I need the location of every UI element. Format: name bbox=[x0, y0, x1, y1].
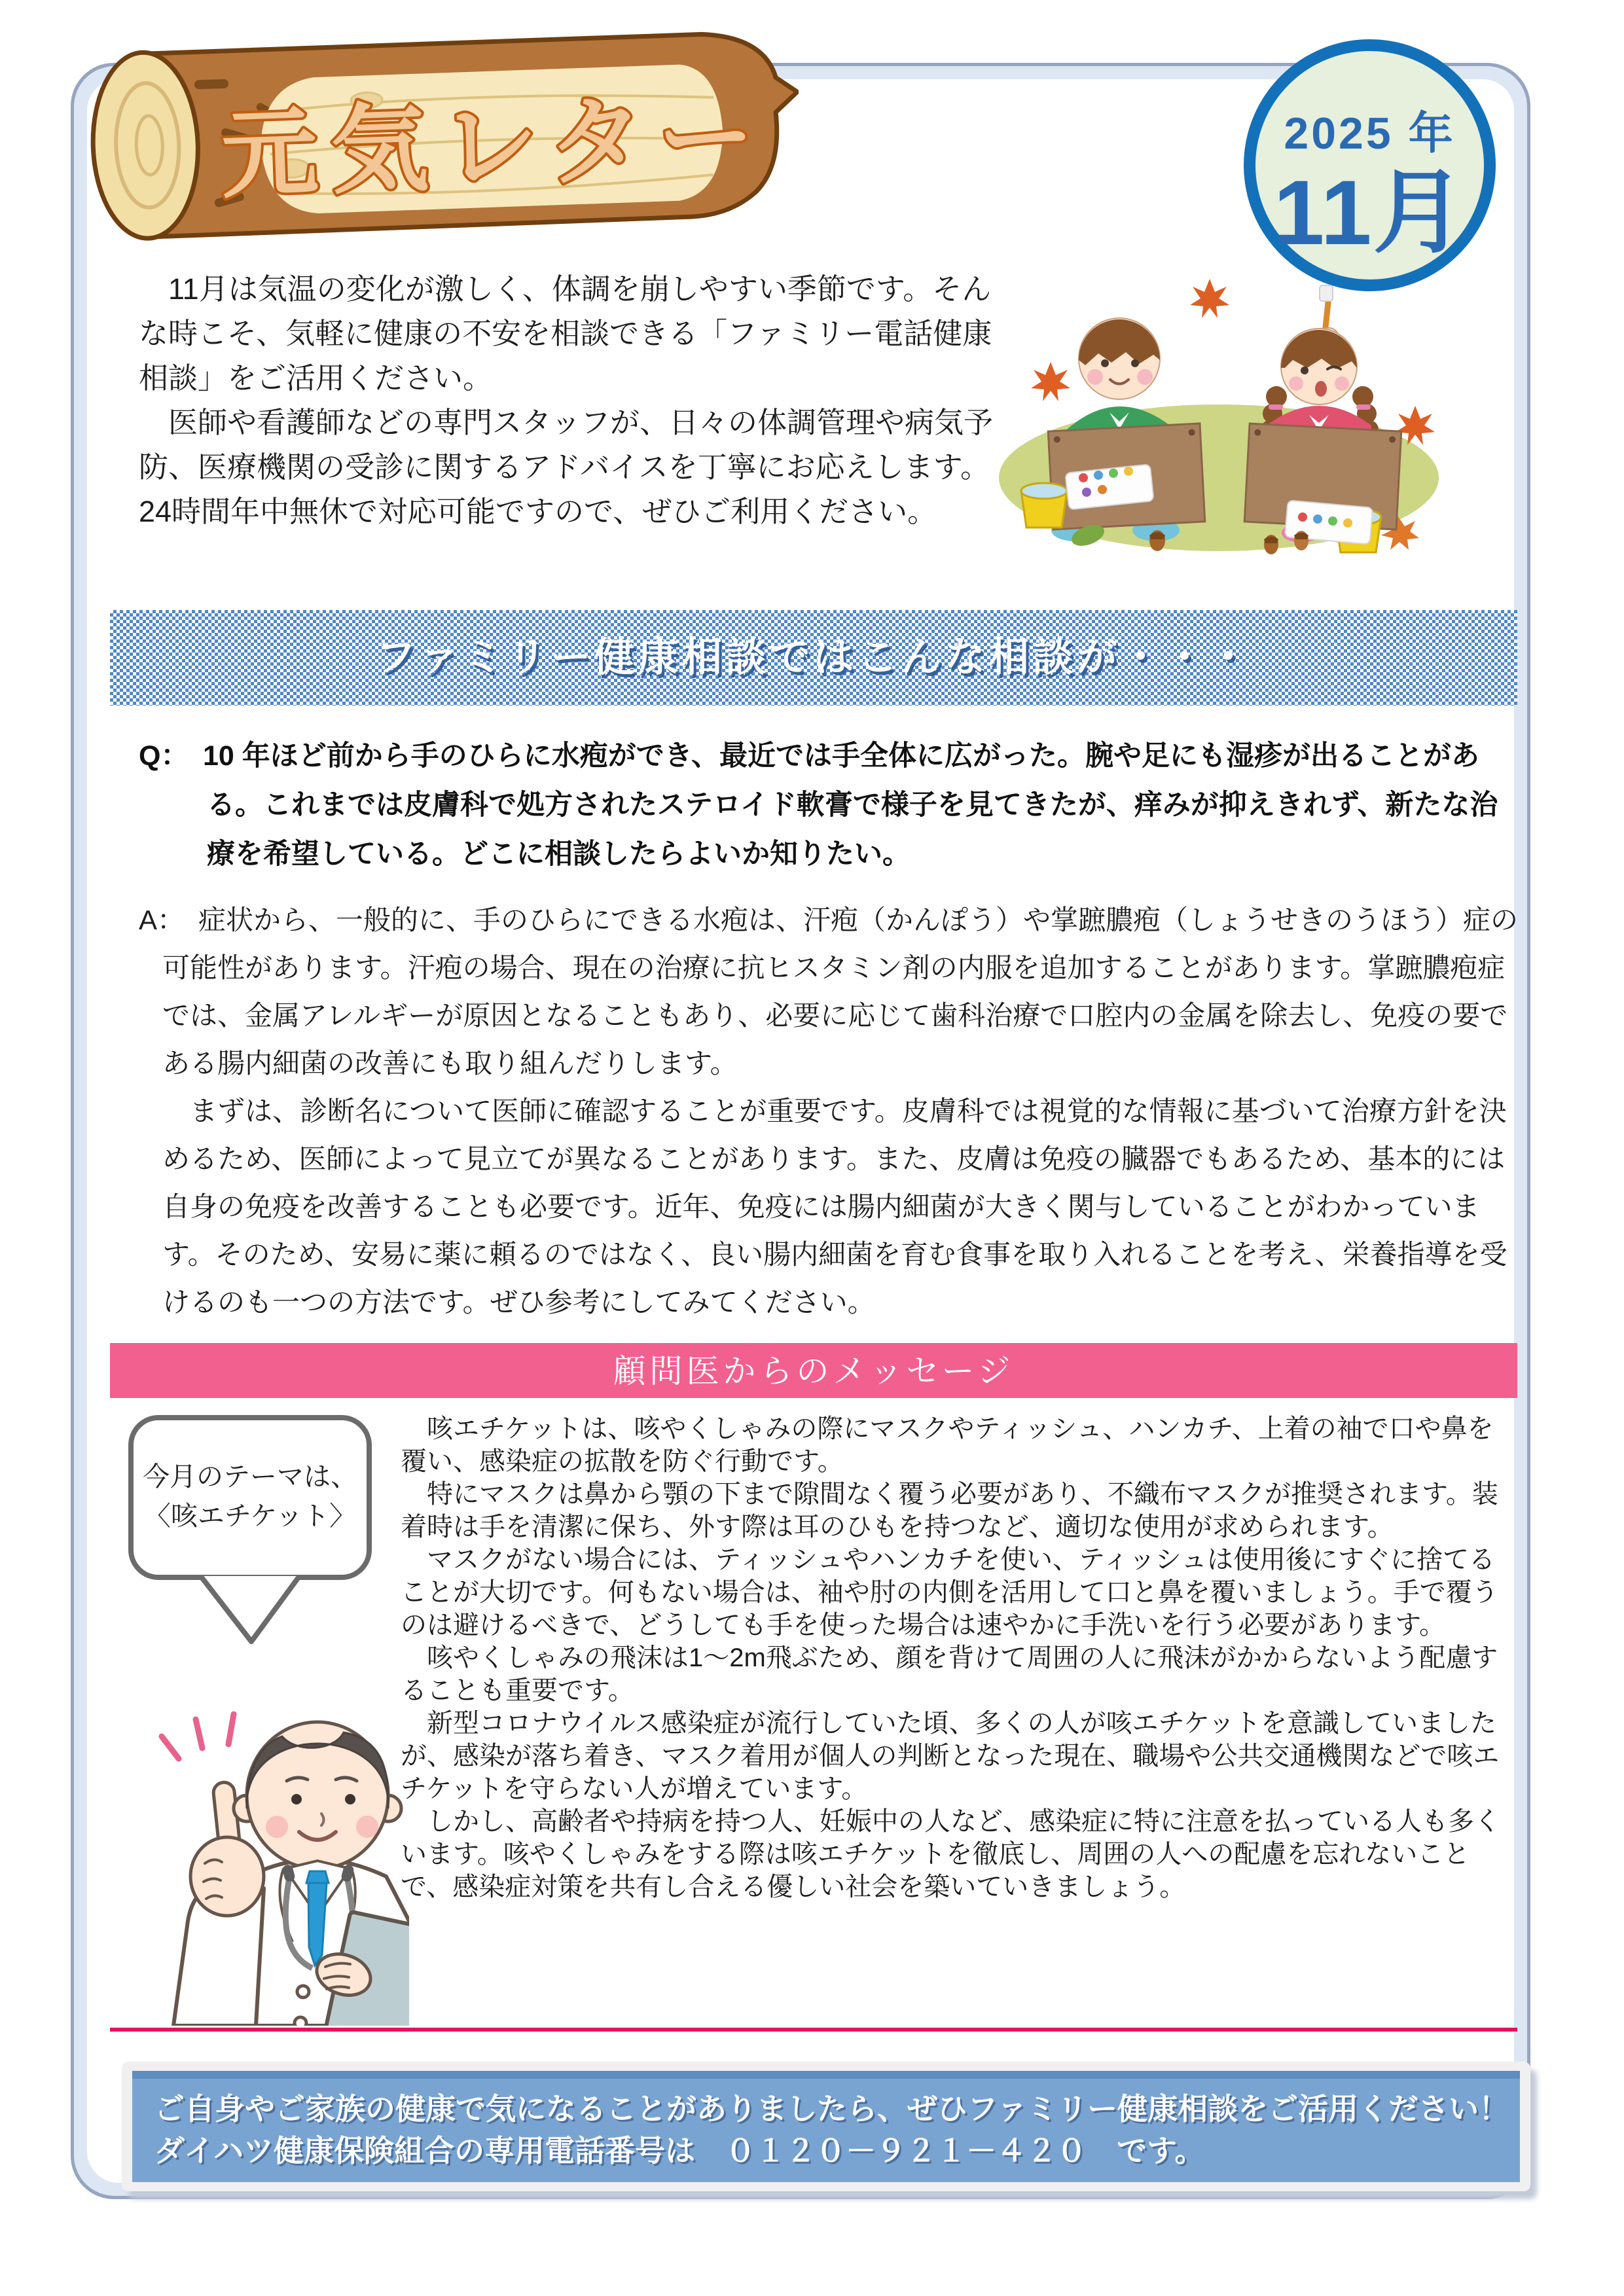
footer-line-1: ご自身やご家族の健康で気になることがありましたら、ぜひファミリー健康相談をご活用ください！ bbox=[154, 2092, 1509, 2126]
footer-divider bbox=[110, 2028, 1517, 2032]
log-illustration bbox=[57, 14, 804, 256]
a-label: A： bbox=[139, 905, 171, 935]
message-paragraph: 咳エチケットは、咳やくしゃみの際にマスクやティッシュ、ハンカチ、上着の袖で口や鼻を覆い、感染症の拡散を防ぐ行動です。 bbox=[401, 1414, 1494, 1476]
bubble-line-1: 今月のテーマは、 bbox=[143, 1462, 357, 1492]
title-log-banner bbox=[57, 14, 804, 256]
children-painting-illustration bbox=[988, 260, 1453, 555]
speech-bubble-tail bbox=[194, 1576, 312, 1651]
a-text-1: 症状から、一般的に、手のひらにできる水疱は、汗疱（かんぽう）や掌蹠膿疱（しょうせきのうほう）症の可能性があります。汗疱の場合、現在の治療に抗ヒスタミン剤の内服を追加することがあります。掌蹠膿疱症では、金属アレルギーが原因となることもあり、必要に応じて歯科治療で口腔内の金属を除去し、免疫の要である腸内細菌の改善にも取り組んだりします。 bbox=[162, 905, 1519, 1079]
intro-section bbox=[139, 267, 1003, 534]
theme-speech-bubble bbox=[128, 1415, 372, 1580]
bubble-line-2: 〈咳エチケット〉 bbox=[143, 1501, 357, 1531]
consult-banner bbox=[110, 610, 1517, 706]
date-badge-month: 11月 bbox=[1273, 161, 1466, 264]
question-paragraph bbox=[139, 732, 1521, 879]
consult-banner-text: ファミリー健康相談ではこんな相談が・・・ bbox=[375, 635, 1252, 680]
newsletter-title-text: 元気レター bbox=[219, 82, 757, 210]
doctor-message-banner bbox=[110, 1343, 1517, 1398]
intro-paragraph-1: 11月は気温の変化が激しく、体調を崩しやすい季節です。そんな時こそ、気軽に健康の不安を相談できる「ファミリー電話健康相談」をご活用ください。 bbox=[139, 272, 992, 395]
message-paragraph: マスクがない場合には、ティッシュやハンカチを使い、ティッシュは使用後にすぐに捨てることが大切です。何もない場合は、袖や肘の内側を活用して口と鼻を覆いましょう。手で覆うのは避けるべきで、どうしても手を使った場合は速やかに手洗いを行う必要があります。 bbox=[401, 1545, 1498, 1640]
footer-contact-box-inner bbox=[132, 2071, 1520, 2182]
doctor-message-banner-text: 顧問医からのメッセージ bbox=[613, 1353, 1015, 1390]
answer-paragraph-1 bbox=[139, 896, 1521, 1087]
footer-contact-box bbox=[122, 2062, 1530, 2191]
qa-section bbox=[139, 732, 1521, 1326]
message-paragraph: 咳やくしゃみの飛沫は1～2m飛ぶため、顔を背けて周囲の人に飛沫がかからないよう配慮することも重要です。 bbox=[401, 1643, 1498, 1705]
date-badge-year: 2025 年 bbox=[1284, 109, 1456, 158]
q-text: 10 年ほど前から手のひらに水疱ができ、最近では手全体に広がった。腕や足にも湿疹が出ることがある。これまでは皮膚科で処方されたステロイド軟膏で様子を見てきたが、痒みが抑えきれず、新たな治療を希望している。どこに相談したらよいか知りたい。 bbox=[202, 740, 1498, 870]
footer-line-2: ダイハツ健康保険組合の専用電話番号は ０１２０－９２１－４２０ です。 bbox=[154, 2134, 1205, 2168]
message-paragraph: 新型コロナウイルス感染症が流行していた頃、多くの人が咳エチケットを意識していましたが、感染が落ち着き、マスク着用が個人の判断となった現在、職場や公共交通機関などで咳エチケットを守らない人が増えています。 bbox=[401, 1709, 1500, 1803]
q-label: Q： bbox=[139, 740, 175, 772]
intro-paragraph-2: 医師や看護師などの専門スタッフが、日々の体調管理や病気予防、医療機関の受診に関するアドバイスを丁寧にお応えします。24時間年中無休で対応可能ですので、ぜひご利用ください。 bbox=[139, 406, 994, 528]
message-paragraph: しかし、高齢者や持病を持つ人、妊娠中の人など、感染症に特に注意を払っている人も多くいます。咳やくしゃみをする際は咳エチケットを徹底し、周囲の人への配慮を忘れないことで、感染症対策を共有し合える優しい社会を築いていきましょう。 bbox=[401, 1807, 1500, 1901]
doctor-illustration bbox=[128, 1659, 409, 2026]
answer-paragraph-2: まずは、診断名について医師に確認することが重要です。皮膚科では視覚的な情報に基づいて治療方針を決めるため、医師によって見立てが異なることがあります。また、皮膚は免疫の臓器でもあるため、基本的には自身の免疫を改善することも必要です。近年、免疫には腸内細菌が大きく関与していることがわかっています。そのため、安易に薬に頼るのではなく、良い腸内細菌を育む食事を取り入れることを考え、栄養指導を受けるのも一つの方法です。ぜひ参考にしてみてください。 bbox=[162, 1096, 1507, 1318]
date-badge bbox=[1244, 39, 1496, 291]
message-paragraph: 特にマスクは鼻から顎の下まで隙間なく覆う必要があり、不織布マスクが推奨されます。装着時は手を清潔に保ち、外す際は耳のひもを持つなど、適切な使用が求められます。 bbox=[401, 1480, 1498, 1541]
doctor-message-text bbox=[401, 1412, 1517, 1903]
